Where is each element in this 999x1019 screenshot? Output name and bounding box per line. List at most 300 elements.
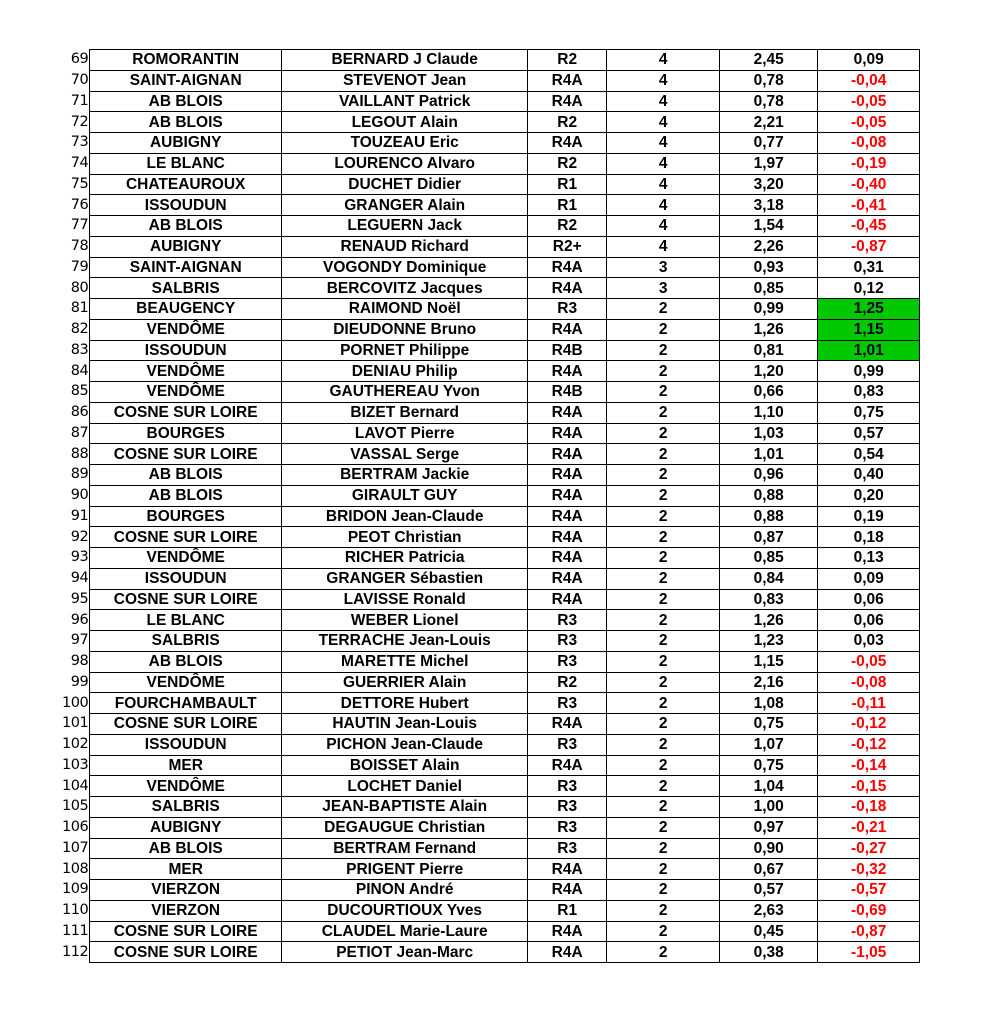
player-name-cell: LAVISSE Ronald (282, 589, 528, 610)
count-cell: 2 (607, 651, 720, 672)
category-cell: R4A (528, 568, 607, 589)
rank-cell: 82 (62, 319, 90, 340)
category-cell: R3 (528, 631, 607, 652)
value-cell: 0,81 (720, 340, 818, 361)
table-row (62, 859, 920, 880)
value-cell: 1,97 (720, 153, 818, 174)
player-name-cell: PEOT Christian (282, 527, 528, 548)
category-cell: R2 (528, 216, 607, 237)
club-cell: ISSOUDUN (90, 568, 282, 589)
table-row (62, 817, 920, 838)
value-cell: 1,26 (720, 610, 818, 631)
difference-cell: -0,08 (818, 672, 920, 693)
count-cell: 2 (607, 319, 720, 340)
club-cell: VENDÔME (90, 776, 282, 797)
table-row (62, 465, 920, 486)
club-cell: MER (90, 859, 282, 880)
value-cell: 0,88 (720, 506, 818, 527)
rank-cell: 78 (62, 236, 90, 257)
category-cell: R4A (528, 257, 607, 278)
difference-cell: -0,87 (818, 236, 920, 257)
rank-cell: 70 (62, 70, 90, 91)
count-cell: 4 (607, 112, 720, 133)
table-row (62, 921, 920, 942)
category-cell: R2 (528, 672, 607, 693)
difference-cell: 1,15 (818, 319, 920, 340)
difference-cell: 0,09 (818, 50, 920, 71)
table-row (62, 672, 920, 693)
club-cell: SALBRIS (90, 797, 282, 818)
category-cell: R4A (528, 880, 607, 901)
player-name-cell: GRANGER Sébastien (282, 568, 528, 589)
table-row (62, 797, 920, 818)
difference-cell: 0,54 (818, 444, 920, 465)
club-cell: ISSOUDUN (90, 734, 282, 755)
club-cell: BOURGES (90, 506, 282, 527)
player-name-cell: VOGONDY Dominique (282, 257, 528, 278)
count-cell: 2 (607, 444, 720, 465)
category-cell: R1 (528, 174, 607, 195)
table-row (62, 340, 920, 361)
value-cell: 0,77 (720, 133, 818, 154)
count-cell: 2 (607, 942, 720, 963)
difference-cell: 0,03 (818, 631, 920, 652)
value-cell: 0,87 (720, 527, 818, 548)
player-name-cell: PINON André (282, 880, 528, 901)
category-cell: R3 (528, 693, 607, 714)
difference-cell: -0,87 (818, 921, 920, 942)
count-cell: 2 (607, 693, 720, 714)
rank-cell: 76 (62, 195, 90, 216)
category-cell: R3 (528, 610, 607, 631)
count-cell: 4 (607, 153, 720, 174)
category-cell: R4A (528, 714, 607, 735)
count-cell: 2 (607, 299, 720, 320)
count-cell: 2 (607, 402, 720, 423)
table-row (62, 506, 920, 527)
category-cell: R4A (528, 548, 607, 569)
club-cell: COSNE SUR LOIRE (90, 942, 282, 963)
count-cell: 4 (607, 133, 720, 154)
club-cell: AB BLOIS (90, 651, 282, 672)
category-cell: R4A (528, 133, 607, 154)
rank-cell: 96 (62, 610, 90, 631)
table-row (62, 133, 920, 154)
category-cell: R4A (528, 402, 607, 423)
difference-cell: -0,14 (818, 755, 920, 776)
club-cell: ROMORANTIN (90, 50, 282, 71)
player-name-cell: RAIMOND Noël (282, 299, 528, 320)
rank-cell: 109 (62, 880, 90, 901)
difference-cell: -0,05 (818, 91, 920, 112)
count-cell: 2 (607, 776, 720, 797)
player-name-cell: DUCOURTIOUX Yves (282, 900, 528, 921)
value-cell: 3,20 (720, 174, 818, 195)
club-cell: VENDÔME (90, 382, 282, 403)
club-cell: AB BLOIS (90, 485, 282, 506)
rank-cell: 98 (62, 651, 90, 672)
category-cell: R1 (528, 900, 607, 921)
club-cell: AUBIGNY (90, 817, 282, 838)
table-row (62, 402, 920, 423)
difference-cell: -0,57 (818, 880, 920, 901)
player-name-cell: RICHER Patricia (282, 548, 528, 569)
rank-cell: 89 (62, 465, 90, 486)
difference-cell: -0,08 (818, 133, 920, 154)
count-cell: 2 (607, 548, 720, 569)
count-cell: 4 (607, 236, 720, 257)
rank-cell: 75 (62, 174, 90, 195)
difference-cell: -0,21 (818, 817, 920, 838)
club-cell: CHATEAUROUX (90, 174, 282, 195)
category-cell: R3 (528, 817, 607, 838)
club-cell: VENDÔME (90, 672, 282, 693)
player-name-cell: LEGOUT Alain (282, 112, 528, 133)
club-cell: LE BLANC (90, 610, 282, 631)
rank-cell: 104 (62, 776, 90, 797)
category-cell: R4A (528, 589, 607, 610)
category-cell: R4B (528, 340, 607, 361)
category-cell: R4A (528, 942, 607, 963)
table-row (62, 651, 920, 672)
value-cell: 0,85 (720, 548, 818, 569)
club-cell: COSNE SUR LOIRE (90, 714, 282, 735)
player-name-cell: LOCHET Daniel (282, 776, 528, 797)
category-cell: R3 (528, 838, 607, 859)
player-name-cell: WEBER Lionel (282, 610, 528, 631)
count-cell: 2 (607, 921, 720, 942)
player-name-cell: PICHON Jean-Claude (282, 734, 528, 755)
count-cell: 4 (607, 216, 720, 237)
player-name-cell: STEVENOT Jean (282, 70, 528, 91)
rank-cell: 95 (62, 589, 90, 610)
table-row (62, 236, 920, 257)
player-name-cell: BRIDON Jean-Claude (282, 506, 528, 527)
table-row (62, 444, 920, 465)
table-row (62, 568, 920, 589)
rank-cell: 102 (62, 734, 90, 755)
count-cell: 4 (607, 174, 720, 195)
value-cell: 1,00 (720, 797, 818, 818)
difference-cell: -1,05 (818, 942, 920, 963)
difference-cell: -0,41 (818, 195, 920, 216)
table-row (62, 776, 920, 797)
rank-cell: 107 (62, 838, 90, 859)
table-row (62, 880, 920, 901)
value-cell: 3,18 (720, 195, 818, 216)
count-cell: 4 (607, 91, 720, 112)
club-cell: VENDÔME (90, 361, 282, 382)
category-cell: R1 (528, 195, 607, 216)
count-cell: 4 (607, 195, 720, 216)
club-cell: COSNE SUR LOIRE (90, 589, 282, 610)
category-cell: R3 (528, 797, 607, 818)
value-cell: 2,21 (720, 112, 818, 133)
difference-cell: 0,13 (818, 548, 920, 569)
rank-cell: 93 (62, 548, 90, 569)
rank-cell: 74 (62, 153, 90, 174)
value-cell: 0,78 (720, 91, 818, 112)
rank-cell: 94 (62, 568, 90, 589)
value-cell: 0,45 (720, 921, 818, 942)
club-cell: SAINT-AIGNAN (90, 70, 282, 91)
rank-cell: 69 (62, 50, 90, 71)
value-cell: 1,15 (720, 651, 818, 672)
rank-cell: 88 (62, 444, 90, 465)
category-cell: R4A (528, 278, 607, 299)
table-row (62, 299, 920, 320)
category-cell: R3 (528, 776, 607, 797)
club-cell: AUBIGNY (90, 133, 282, 154)
rank-cell: 99 (62, 672, 90, 693)
player-name-cell: DIEUDONNE Bruno (282, 319, 528, 340)
table-row (62, 838, 920, 859)
value-cell: 2,26 (720, 236, 818, 257)
difference-cell: -0,12 (818, 734, 920, 755)
table-row (62, 693, 920, 714)
player-name-cell: DENIAU Philip (282, 361, 528, 382)
value-cell: 0,57 (720, 880, 818, 901)
club-cell: SAINT-AIGNAN (90, 257, 282, 278)
table-row (62, 755, 920, 776)
rank-cell: 112 (62, 942, 90, 963)
ranking-table (62, 49, 920, 963)
value-cell: 1,07 (720, 734, 818, 755)
difference-cell: 0,20 (818, 485, 920, 506)
difference-cell: 0,83 (818, 382, 920, 403)
difference-cell: -0,32 (818, 859, 920, 880)
table-row (62, 900, 920, 921)
count-cell: 2 (607, 900, 720, 921)
rank-cell: 81 (62, 299, 90, 320)
club-cell: VENDÔME (90, 548, 282, 569)
player-name-cell: HAUTIN Jean-Louis (282, 714, 528, 735)
value-cell: 1,03 (720, 423, 818, 444)
count-cell: 2 (607, 859, 720, 880)
category-cell: R2+ (528, 236, 607, 257)
table-row (62, 319, 920, 340)
rank-cell: 105 (62, 797, 90, 818)
count-cell: 2 (607, 880, 720, 901)
difference-cell: -0,11 (818, 693, 920, 714)
player-name-cell: PETIOT Jean-Marc (282, 942, 528, 963)
rank-cell: 83 (62, 340, 90, 361)
category-cell: R4A (528, 465, 607, 486)
difference-cell: -0,04 (818, 70, 920, 91)
club-cell: FOURCHAMBAULT (90, 693, 282, 714)
count-cell: 2 (607, 755, 720, 776)
difference-cell: 1,25 (818, 299, 920, 320)
club-cell: AB BLOIS (90, 465, 282, 486)
player-name-cell: PORNET Philippe (282, 340, 528, 361)
table-row (62, 112, 920, 133)
rank-cell: 103 (62, 755, 90, 776)
difference-cell: 0,06 (818, 589, 920, 610)
count-cell: 2 (607, 672, 720, 693)
rank-cell: 100 (62, 693, 90, 714)
count-cell: 2 (607, 506, 720, 527)
category-cell: R4A (528, 91, 607, 112)
player-name-cell: DEGAUGUE Christian (282, 817, 528, 838)
count-cell: 2 (607, 361, 720, 382)
count-cell: 2 (607, 465, 720, 486)
count-cell: 2 (607, 631, 720, 652)
difference-cell: -0,69 (818, 900, 920, 921)
count-cell: 2 (607, 589, 720, 610)
ranking-table-body (62, 50, 920, 963)
rank-cell: 86 (62, 402, 90, 423)
club-cell: VENDÔME (90, 319, 282, 340)
category-cell: R4A (528, 361, 607, 382)
value-cell: 0,97 (720, 817, 818, 838)
player-name-cell: BERNARD J Claude (282, 50, 528, 71)
player-name-cell: LOURENCO Alvaro (282, 153, 528, 174)
club-cell: COSNE SUR LOIRE (90, 527, 282, 548)
club-cell: AB BLOIS (90, 838, 282, 859)
table-row (62, 70, 920, 91)
rank-cell: 106 (62, 817, 90, 838)
rank-cell: 101 (62, 714, 90, 735)
table-row (62, 195, 920, 216)
category-cell: R4A (528, 319, 607, 340)
club-cell: LE BLANC (90, 153, 282, 174)
category-cell: R4A (528, 755, 607, 776)
rank-cell: 92 (62, 527, 90, 548)
value-cell: 0,75 (720, 755, 818, 776)
category-cell: R3 (528, 734, 607, 755)
player-name-cell: LAVOT Pierre (282, 423, 528, 444)
player-name-cell: GUERRIER Alain (282, 672, 528, 693)
player-name-cell: BIZET Bernard (282, 402, 528, 423)
club-cell: ISSOUDUN (90, 195, 282, 216)
difference-cell: 0,09 (818, 568, 920, 589)
value-cell: 0,88 (720, 485, 818, 506)
rank-cell: 72 (62, 112, 90, 133)
difference-cell: -0,40 (818, 174, 920, 195)
club-cell: COSNE SUR LOIRE (90, 444, 282, 465)
player-name-cell: TOUZEAU Eric (282, 133, 528, 154)
difference-cell: -0,05 (818, 651, 920, 672)
value-cell: 0,93 (720, 257, 818, 278)
club-cell: MER (90, 755, 282, 776)
value-cell: 0,90 (720, 838, 818, 859)
difference-cell: 0,19 (818, 506, 920, 527)
count-cell: 2 (607, 610, 720, 631)
value-cell: 1,23 (720, 631, 818, 652)
table-row (62, 153, 920, 174)
rank-cell: 77 (62, 216, 90, 237)
value-cell: 0,67 (720, 859, 818, 880)
value-cell: 1,20 (720, 361, 818, 382)
count-cell: 2 (607, 485, 720, 506)
player-name-cell: GRANGER Alain (282, 195, 528, 216)
count-cell: 2 (607, 714, 720, 735)
player-name-cell: VAILLANT Patrick (282, 91, 528, 112)
club-cell: VIERZON (90, 900, 282, 921)
table-row (62, 216, 920, 237)
count-cell: 2 (607, 340, 720, 361)
category-cell: R4A (528, 859, 607, 880)
difference-cell: 0,99 (818, 361, 920, 382)
club-cell: AB BLOIS (90, 91, 282, 112)
difference-cell: -0,27 (818, 838, 920, 859)
category-cell: R2 (528, 112, 607, 133)
difference-cell: -0,05 (818, 112, 920, 133)
value-cell: 1,26 (720, 319, 818, 340)
player-name-cell: CLAUDEL Marie-Laure (282, 921, 528, 942)
category-cell: R4B (528, 382, 607, 403)
value-cell: 1,01 (720, 444, 818, 465)
difference-cell: 0,12 (818, 278, 920, 299)
player-name-cell: GAUTHEREAU Yvon (282, 382, 528, 403)
category-cell: R4A (528, 444, 607, 465)
value-cell: 0,96 (720, 465, 818, 486)
category-cell: R4A (528, 921, 607, 942)
count-cell: 4 (607, 50, 720, 71)
table-row (62, 50, 920, 71)
player-name-cell: TERRACHE Jean-Louis (282, 631, 528, 652)
rank-cell: 73 (62, 133, 90, 154)
count-cell: 3 (607, 278, 720, 299)
count-cell: 2 (607, 423, 720, 444)
category-cell: R4A (528, 527, 607, 548)
rank-cell: 110 (62, 900, 90, 921)
player-name-cell: LEGUERN Jack (282, 216, 528, 237)
table-row (62, 714, 920, 735)
value-cell: 0,83 (720, 589, 818, 610)
count-cell: 2 (607, 568, 720, 589)
player-name-cell: BERTRAM Jackie (282, 465, 528, 486)
difference-cell: 0,18 (818, 527, 920, 548)
player-name-cell: BERTRAM Fernand (282, 838, 528, 859)
category-cell: R2 (528, 50, 607, 71)
value-cell: 1,08 (720, 693, 818, 714)
count-cell: 2 (607, 527, 720, 548)
table-row (62, 257, 920, 278)
player-name-cell: JEAN-BAPTISTE Alain (282, 797, 528, 818)
value-cell: 2,45 (720, 50, 818, 71)
player-name-cell: RENAUD Richard (282, 236, 528, 257)
player-name-cell: GIRAULT GUY (282, 485, 528, 506)
table-row (62, 382, 920, 403)
rank-cell: 90 (62, 485, 90, 506)
table-row (62, 485, 920, 506)
difference-cell: -0,19 (818, 153, 920, 174)
table-row (62, 527, 920, 548)
category-cell: R4A (528, 70, 607, 91)
category-cell: R3 (528, 651, 607, 672)
club-cell: AB BLOIS (90, 112, 282, 133)
table-row (62, 548, 920, 569)
category-cell: R4A (528, 506, 607, 527)
difference-cell: -0,15 (818, 776, 920, 797)
table-row (62, 610, 920, 631)
player-name-cell: BERCOVITZ Jacques (282, 278, 528, 299)
club-cell: BOURGES (90, 423, 282, 444)
value-cell: 2,63 (720, 900, 818, 921)
rank-cell: 85 (62, 382, 90, 403)
value-cell: 1,10 (720, 402, 818, 423)
player-name-cell: PRIGENT Pierre (282, 859, 528, 880)
value-cell: 0,75 (720, 714, 818, 735)
table-row (62, 734, 920, 755)
rank-cell: 71 (62, 91, 90, 112)
player-name-cell: DUCHET Didier (282, 174, 528, 195)
table-row (62, 361, 920, 382)
club-cell: VIERZON (90, 880, 282, 901)
difference-cell: -0,12 (818, 714, 920, 735)
rank-cell: 91 (62, 506, 90, 527)
